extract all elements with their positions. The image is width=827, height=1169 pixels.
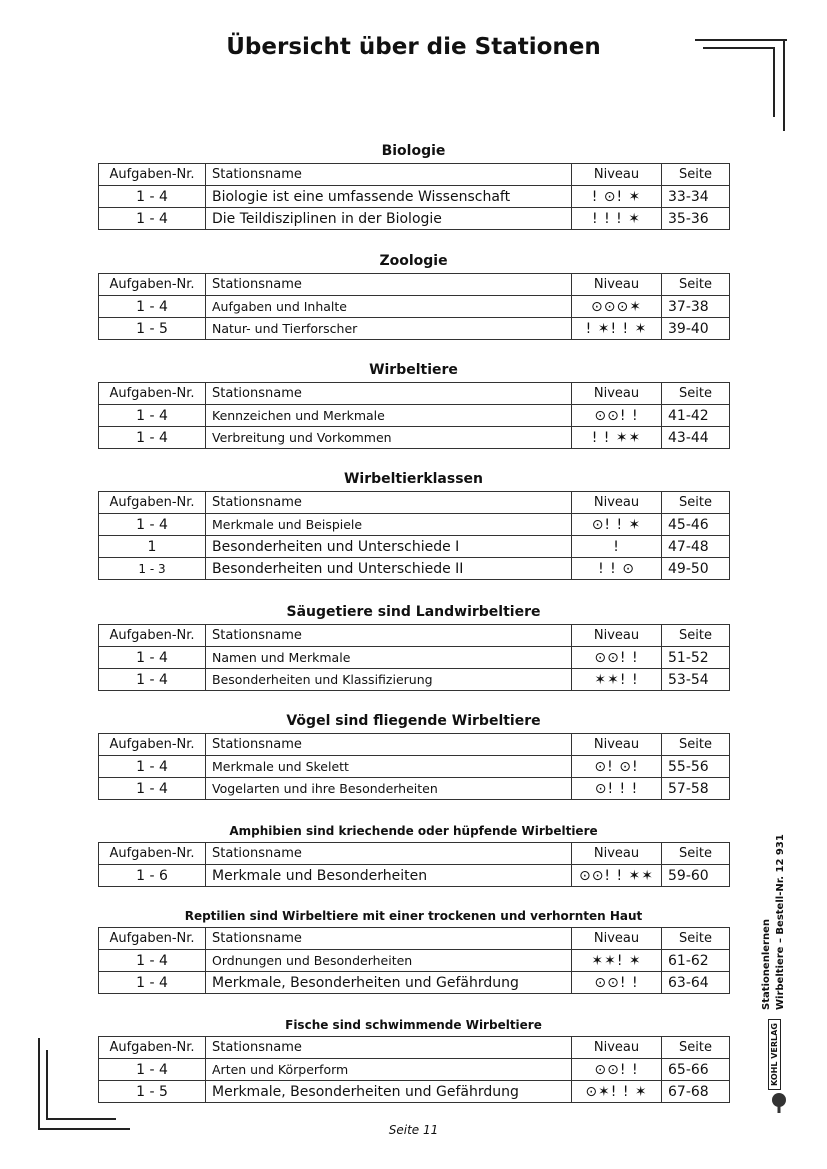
- row-niveau: ⊙⊙! !: [572, 972, 662, 994]
- row-seite: 47-48: [662, 536, 730, 558]
- row-niveau: !: [572, 536, 662, 558]
- row-seite: 37-38: [662, 296, 730, 318]
- row-seite: 41-42: [662, 405, 730, 427]
- section-title-amphibien: Amphibien sind kriechende oder hüpfende Wirbeltiere: [229, 824, 598, 838]
- page-title: Übersicht über die Stationen: [226, 34, 601, 60]
- row-name: Kennzeichen und Merkmale: [206, 405, 572, 427]
- table-reptilien: [98, 927, 730, 994]
- table-row: [99, 756, 730, 778]
- table-row: [99, 186, 730, 208]
- row-name: Merkmale und Skelett: [206, 756, 572, 778]
- header-niveau: Niveau: [572, 492, 662, 514]
- table-header-row: [99, 492, 730, 514]
- table-header-row: [99, 843, 730, 865]
- row-niveau: ! ! ! ✶: [572, 208, 662, 230]
- header-nr: Aufgaben-Nr.: [99, 492, 206, 514]
- page-number: Seite 11: [388, 1123, 439, 1137]
- row-niveau: ! ✶! ! ✶: [572, 318, 662, 340]
- row-nr: 1 - 4: [99, 950, 206, 972]
- row-seite: 55-56: [662, 756, 730, 778]
- header-nr: Aufgaben-Nr.: [99, 625, 206, 647]
- row-name: Besonderheiten und Unterschiede II: [206, 558, 572, 580]
- row-seite: 51-52: [662, 647, 730, 669]
- header-seite: Seite: [662, 383, 730, 405]
- row-nr: 1 - 4: [99, 669, 206, 691]
- row-niveau: ⊙⊙⊙✶: [572, 296, 662, 318]
- header-niveau: Niveau: [572, 928, 662, 950]
- header-nr: Aufgaben-Nr.: [99, 928, 206, 950]
- header-name: Stationsname: [206, 1037, 572, 1059]
- header-name: Stationsname: [206, 383, 572, 405]
- row-nr: 1: [99, 536, 206, 558]
- row-nr: 1 - 3: [99, 558, 206, 580]
- row-niveau: ⊙✶! ! ✶: [572, 1081, 662, 1103]
- side-line-1: Stationenlernen: [761, 919, 772, 1010]
- row-nr: 1 - 4: [99, 208, 206, 230]
- row-nr: 1 - 4: [99, 1059, 206, 1081]
- header-name: Stationsname: [206, 928, 572, 950]
- row-seite: 35-36: [662, 208, 730, 230]
- row-niveau: ⊙⊙! !: [572, 1059, 662, 1081]
- table-biologie: [98, 163, 730, 230]
- section-title-wirbeltierklassen: Wirbeltierklassen: [343, 471, 484, 487]
- table-row: [99, 865, 730, 887]
- header-nr: Aufgaben-Nr.: [99, 843, 206, 865]
- table-row: [99, 208, 730, 230]
- header-seite: Seite: [662, 843, 730, 865]
- table-row: [99, 405, 730, 427]
- section-title-fische: Fische sind schwimmende Wirbeltiere: [285, 1018, 542, 1032]
- row-niveau: ⊙! ! ✶: [572, 514, 662, 536]
- row-name: Biologie ist eine umfassende Wissenschaft: [206, 186, 572, 208]
- table-header-row: [99, 734, 730, 756]
- section-title-biologie: Biologie: [381, 143, 446, 159]
- table-saeugetiere: [98, 624, 730, 691]
- header-seite: Seite: [662, 625, 730, 647]
- section-title-zoologie: Zoologie: [379, 253, 448, 269]
- header-niveau: Niveau: [572, 734, 662, 756]
- header-nr: Aufgaben-Nr.: [99, 164, 206, 186]
- row-nr: 1 - 4: [99, 427, 206, 449]
- row-nr: 1 - 4: [99, 756, 206, 778]
- row-seite: 57-58: [662, 778, 730, 800]
- table-row: [99, 972, 730, 994]
- header-seite: Seite: [662, 928, 730, 950]
- table-wirbeltiere: [98, 382, 730, 449]
- side-line-2: Wirbeltiere – Bestell-Nr. 12 931: [775, 834, 786, 1010]
- row-niveau: ! ! ✶✶: [572, 427, 662, 449]
- table-header-row: [99, 625, 730, 647]
- table-header-row: [99, 164, 730, 186]
- table-header-row: [99, 1037, 730, 1059]
- row-name: Merkmale und Besonderheiten: [206, 865, 572, 887]
- row-niveau: ! ! ⊙: [572, 558, 662, 580]
- row-niveau: ⊙⊙! !: [572, 647, 662, 669]
- row-seite: 53-54: [662, 669, 730, 691]
- row-nr: 1 - 4: [99, 296, 206, 318]
- header-niveau: Niveau: [572, 274, 662, 296]
- section-title-wirbeltiere: Wirbeltiere: [369, 362, 458, 378]
- side-imprint: [760, 834, 788, 1010]
- row-nr: 1 - 4: [99, 647, 206, 669]
- table-row: [99, 514, 730, 536]
- table-fische: [98, 1036, 730, 1103]
- table-zoologie: [98, 273, 730, 340]
- row-nr: 1 - 6: [99, 865, 206, 887]
- header-seite: Seite: [662, 1037, 730, 1059]
- row-name: Ordnungen und Besonderheiten: [206, 950, 572, 972]
- row-name: Arten und Körperform: [206, 1059, 572, 1081]
- table-row: [99, 778, 730, 800]
- row-name: Verbreitung und Vorkommen: [206, 427, 572, 449]
- row-name: Vogelarten und ihre Besonderheiten: [206, 778, 572, 800]
- row-name: Merkmale und Beispiele: [206, 514, 572, 536]
- header-niveau: Niveau: [572, 843, 662, 865]
- row-niveau: ! ⊙! ✶: [572, 186, 662, 208]
- row-name: Merkmale, Besonderheiten und Gefährdung: [206, 1081, 572, 1103]
- row-seite: 59-60: [662, 865, 730, 887]
- header-nr: Aufgaben-Nr.: [99, 274, 206, 296]
- header-seite: Seite: [662, 274, 730, 296]
- row-niveau: ⊙! ⊙!: [572, 756, 662, 778]
- row-seite: 49-50: [662, 558, 730, 580]
- table-row: [99, 669, 730, 691]
- table-header-row: [99, 383, 730, 405]
- row-name: Besonderheiten und Klassifizierung: [206, 669, 572, 691]
- header-name: Stationsname: [206, 274, 572, 296]
- row-name: Besonderheiten und Unterschiede I: [206, 536, 572, 558]
- table-header-row: [99, 274, 730, 296]
- header-name: Stationsname: [206, 625, 572, 647]
- header-niveau: Niveau: [572, 383, 662, 405]
- row-nr: 1 - 5: [99, 1081, 206, 1103]
- row-name: Die Teildisziplinen in der Biologie: [206, 208, 572, 230]
- row-name: Namen und Merkmale: [206, 647, 572, 669]
- publisher-logo-text: KOHL VERLAG: [768, 1019, 781, 1090]
- section-title-reptilien: Reptilien sind Wirbeltiere mit einer trockenen und verhornten Haut: [184, 909, 643, 923]
- row-nr: 1 - 4: [99, 514, 206, 536]
- tree-logo-icon: [768, 1092, 790, 1114]
- row-name: Merkmale, Besonderheiten und Gefährdung: [206, 972, 572, 994]
- header-nr: Aufgaben-Nr.: [99, 1037, 206, 1059]
- corner-decoration-bottom-left: [38, 1038, 133, 1133]
- row-seite: 61-62: [662, 950, 730, 972]
- table-row: [99, 536, 730, 558]
- table-row: [99, 1059, 730, 1081]
- row-seite: 33-34: [662, 186, 730, 208]
- header-nr: Aufgaben-Nr.: [99, 734, 206, 756]
- section-title-saeugetiere: Säugetiere sind Landwirbeltiere: [286, 604, 541, 620]
- header-seite: Seite: [662, 164, 730, 186]
- header-name: Stationsname: [206, 843, 572, 865]
- row-niveau: ⊙⊙! ! ✶✶: [572, 865, 662, 887]
- table-row: [99, 558, 730, 580]
- row-seite: 43-44: [662, 427, 730, 449]
- row-nr: 1 - 4: [99, 186, 206, 208]
- header-seite: Seite: [662, 492, 730, 514]
- table-header-row: [99, 928, 730, 950]
- table-row: [99, 647, 730, 669]
- header-nr: Aufgaben-Nr.: [99, 383, 206, 405]
- header-name: Stationsname: [206, 492, 572, 514]
- header-niveau: Niveau: [572, 625, 662, 647]
- row-niveau: ✶✶! !: [572, 669, 662, 691]
- row-nr: 1 - 4: [99, 972, 206, 994]
- row-seite: 63-64: [662, 972, 730, 994]
- corner-decoration-top-right: [695, 39, 785, 131]
- row-niveau: ⊙⊙! !: [572, 405, 662, 427]
- row-seite: 67-68: [662, 1081, 730, 1103]
- table-row: [99, 427, 730, 449]
- row-niveau: ✶✶! ✶: [572, 950, 662, 972]
- header-seite: Seite: [662, 734, 730, 756]
- header-niveau: Niveau: [572, 1037, 662, 1059]
- table-voegel: [98, 733, 730, 800]
- row-nr: 1 - 4: [99, 405, 206, 427]
- table-row: [99, 296, 730, 318]
- table-row: [99, 318, 730, 340]
- header-niveau: Niveau: [572, 164, 662, 186]
- row-niveau: ⊙! ! !: [572, 778, 662, 800]
- publisher-logo: [768, 1018, 790, 1090]
- section-title-voegel: Vögel sind fliegende Wirbeltiere: [286, 713, 541, 729]
- header-name: Stationsname: [206, 164, 572, 186]
- table-row: [99, 1081, 730, 1103]
- table-amphibien: [98, 842, 730, 887]
- table-row: [99, 950, 730, 972]
- row-seite: 65-66: [662, 1059, 730, 1081]
- row-seite: 39-40: [662, 318, 730, 340]
- row-name: Natur- und Tierforscher: [206, 318, 572, 340]
- table-wirbeltierklassen: [98, 491, 730, 580]
- row-nr: 1 - 4: [99, 778, 206, 800]
- row-name: Aufgaben und Inhalte: [206, 296, 572, 318]
- row-seite: 45-46: [662, 514, 730, 536]
- row-nr: 1 - 5: [99, 318, 206, 340]
- header-name: Stationsname: [206, 734, 572, 756]
